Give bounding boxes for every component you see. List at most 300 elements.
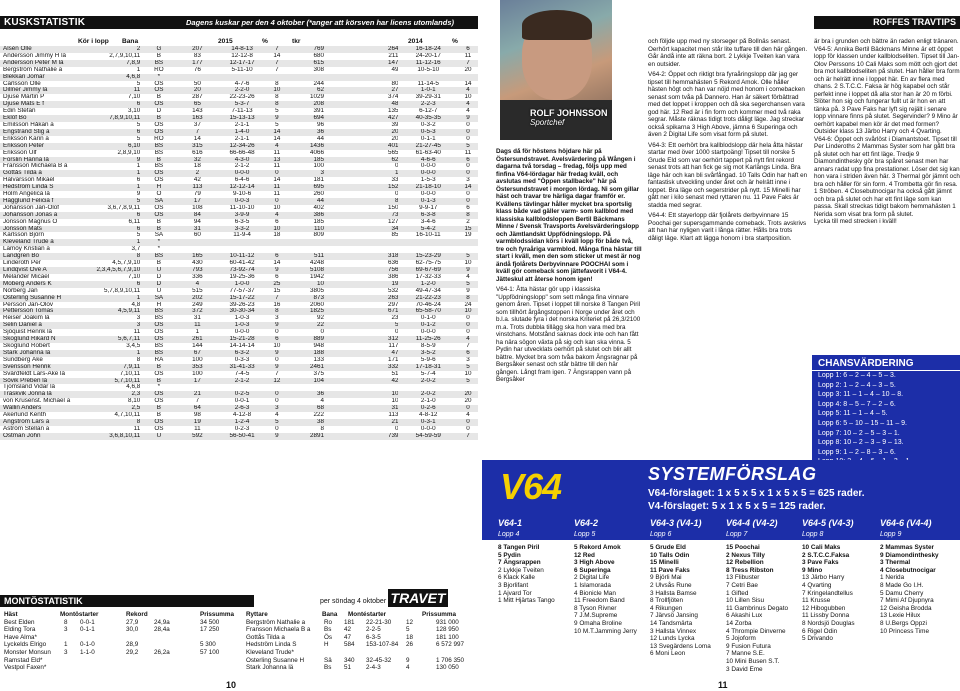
ryttare-h-bana: Bana — [322, 611, 338, 618]
selection-horse: 8 U.Bergs Oppzi — [880, 619, 927, 627]
table-cell: D — [156, 108, 162, 115]
montor-cell: 28,9 — [126, 641, 139, 649]
table-cell: * — [157, 384, 161, 391]
date-label: per söndag 4 oktober — [320, 598, 387, 605]
ryttare-cell: 584 — [344, 641, 355, 649]
table-cell: 202 — [178, 295, 218, 302]
table-cell: 147 — [324, 60, 398, 67]
table-cell: H — [140, 184, 177, 191]
table-cell — [458, 239, 478, 246]
table-cell: 0 — [275, 329, 279, 336]
selection-column — [802, 544, 855, 643]
table-row — [0, 288, 478, 295]
table-cell: 152 — [324, 184, 398, 191]
table-cell: 83 — [193, 52, 201, 59]
table-row — [0, 177, 478, 184]
table-cell: * — [157, 246, 161, 253]
table-cell: 20 — [464, 398, 472, 405]
selection-horse: 12 Geisha Brodda — [880, 604, 932, 612]
table-cell: 14 — [193, 135, 201, 142]
table-cell: 0-1-0 — [420, 315, 436, 322]
table-cell: 69-67-69 — [398, 267, 458, 274]
table-cell: 4,7,10,11 — [114, 412, 141, 419]
table-cell: Carlsson Olle — [3, 80, 41, 87]
header-percent: % — [262, 38, 268, 45]
table-cell: 1825 — [287, 308, 324, 315]
selection-horse: 6 Rigel Odin — [802, 627, 838, 635]
table-cell — [287, 246, 324, 253]
table-cell: 33 — [391, 177, 399, 184]
table-row — [0, 371, 478, 378]
table-cell: 133 — [313, 356, 324, 363]
table-row — [0, 122, 478, 129]
table-cell: 4-12-8 — [232, 412, 252, 419]
selection-horse: 6 Moni Leon — [650, 650, 686, 658]
table-cell: Jonsson Magnus O — [3, 218, 58, 225]
ryttare-cell: 12 — [406, 618, 414, 626]
v64-logo: V64 — [500, 466, 562, 507]
table-cell: 7,10 — [128, 94, 141, 101]
table-cell: 3805 — [309, 287, 324, 294]
montor-cell: Best Elden — [4, 618, 35, 626]
montor-cell: 0-0-1 — [80, 618, 95, 626]
table-cell: 11-25-26 — [398, 336, 458, 343]
table-cell: 3 — [466, 177, 470, 184]
montor-title: MONTÖSTATISTIK — [0, 595, 254, 607]
table-cell: BS — [140, 60, 177, 67]
montor-cell: 28,4a — [154, 626, 170, 634]
selection-horse: 6 Klack Kalle — [498, 574, 535, 582]
montor-h-starter: Montöstarter — [60, 611, 99, 618]
table-cell: 11 — [273, 149, 281, 156]
table-cell: Lindqvist Ove A — [0, 267, 91, 274]
table-cell — [398, 239, 458, 246]
table-cell: 9 — [458, 115, 478, 122]
montor-row — [4, 626, 240, 634]
ryttare-cell: 181 — [344, 618, 355, 626]
selection-horse: 5 Grude Eld — [650, 544, 686, 551]
table-cell: 48 — [324, 101, 398, 108]
table-cell: 1-4-0 — [217, 129, 267, 136]
selection-horse: 11 Pave Faks — [650, 566, 690, 574]
table-cell — [217, 74, 267, 81]
table-cell: 21-22-23 — [398, 295, 458, 302]
table-cell: 8 — [320, 425, 324, 432]
table-cell: 50 — [193, 80, 201, 87]
chans-line: Lopp 7: 10 – 2 – 5 – 3 – 1. — [818, 429, 900, 437]
selection-horse: 5 Jojoform — [726, 635, 756, 643]
table-row — [0, 74, 478, 81]
avdelning-name: V64-5 (V4-3) — [802, 518, 854, 528]
table-cell — [287, 384, 324, 391]
selection-horse: 10 Mini Busen S.T. — [726, 657, 780, 665]
table-cell: 7 — [458, 433, 478, 440]
table-row — [0, 274, 478, 281]
chans-line: Lopp 2: 1 – 2 – 4 – 3 – 5. — [818, 381, 896, 389]
montor-row — [4, 641, 240, 649]
selection-horse: 3 Hallsta Bamse — [650, 589, 697, 597]
ryttare-cell: 51 — [344, 664, 352, 672]
table-cell: 7,10 — [128, 273, 141, 280]
ryttare-cell: 6 572 997 — [436, 641, 465, 649]
table-cell: 2060 — [309, 301, 324, 308]
selection-horse: 10 Princess Time — [880, 627, 930, 635]
table-row — [0, 412, 478, 419]
montor-cell: 3 — [64, 648, 68, 656]
table-cell: 98 — [193, 412, 201, 419]
table-cell: 7 — [275, 370, 279, 377]
banner-title: SYSTEMFÖRSLAG — [648, 464, 817, 484]
ryttare-row — [246, 657, 478, 665]
selection-horse: 5 Drivando — [802, 635, 833, 643]
montor-section — [0, 590, 478, 691]
table-cell: 4,8 — [131, 301, 141, 308]
ryttare-cell: 1 706 350 — [436, 656, 465, 664]
table-cell: Johansson Jan-Olof — [3, 204, 60, 211]
table-cell: 7,8,9,10,11 — [91, 115, 141, 122]
table-cell: 9 — [91, 157, 141, 164]
table-cell: 427 — [324, 115, 398, 122]
chans-line: Lopp 3: 11 – 1 – 4 – 10 – 8. — [818, 391, 904, 399]
table-cell: 2,8,9,10 — [117, 149, 141, 156]
selection-horse: 7 Järvsö Jansing — [650, 612, 698, 620]
table-cell: 3 — [466, 356, 470, 363]
selection-horse: 3 Bjorlifant — [498, 581, 529, 589]
table-row — [0, 129, 478, 136]
table-cell: ÖS — [154, 425, 164, 432]
table-cell: 51 — [391, 370, 399, 377]
table-cell — [324, 74, 398, 81]
table-cell — [217, 239, 267, 246]
table-cell: 2-1-2 — [234, 163, 250, 170]
table-cell: Pettersson Tomas — [0, 308, 91, 315]
selection-horse: 11 Krusse — [802, 597, 831, 605]
table-row — [0, 53, 478, 60]
table-cell: ÖS — [140, 101, 177, 108]
selection-horse: 1 Nerida — [880, 574, 905, 582]
table-cell: 21-18-10 — [398, 184, 458, 191]
table-cell: 10 — [267, 226, 287, 233]
ryttare-table-header — [246, 611, 478, 619]
table-cell: 2-0-2 — [398, 391, 458, 398]
table-cell: Sundberg Åke — [3, 356, 43, 363]
table-cell: B — [156, 412, 161, 419]
selection-horse: 3 David Eme — [726, 665, 763, 673]
table-cell — [178, 384, 218, 391]
table-cell: 6-12-7 — [419, 108, 438, 115]
table-cell: 23 — [391, 315, 399, 322]
table-row — [0, 205, 478, 212]
table-cell: B — [140, 364, 177, 371]
table-cell: 680 — [313, 52, 324, 59]
table-cell: 22-23-26 — [229, 94, 255, 101]
table-cell: 0-1-1 — [420, 135, 436, 142]
montor-cell: Vestpol Faxen* — [4, 664, 47, 672]
table-cell: Lamöy Kristian a — [3, 246, 50, 253]
table-cell: 24-20-17 — [415, 52, 441, 59]
table-cell: 9 — [267, 322, 287, 329]
table-cell: 7 — [267, 295, 287, 302]
table-cell: 0-5-3 — [398, 129, 458, 136]
table-cell: 18 — [273, 232, 281, 239]
table-cell: 2-2-0 — [217, 87, 267, 94]
selection-horse: 7 J.M.Supreme — [574, 612, 618, 620]
table-cell: 54-59-59 — [398, 433, 458, 440]
table-cell: 12-17-17 — [217, 60, 267, 67]
page-number-left: 10 — [226, 680, 237, 690]
ryttare-cell: 931 000 — [436, 618, 459, 626]
table-cell — [267, 384, 287, 391]
table-cell: 6 — [458, 157, 478, 164]
table-cell: 17-18-31 — [398, 364, 458, 371]
table-cell: 1 — [91, 239, 141, 246]
table-cell: 7,8,9 — [91, 60, 141, 67]
ryttare-cell: H — [324, 641, 329, 649]
table-row — [0, 150, 478, 157]
montor-cell: 1 — [64, 641, 68, 649]
selection-horse: 5 Pydin — [498, 551, 521, 559]
table-cell: 5 — [275, 108, 279, 115]
table-cell: 261 — [178, 336, 218, 343]
ryttare-cell: 181 100 — [436, 633, 459, 641]
table-cell: 0-0-0 — [420, 163, 436, 170]
table-cell: B — [156, 218, 161, 225]
selection-horse: 5 Damu Cherry — [880, 589, 924, 597]
table-cell: Djuse Martin P — [3, 94, 45, 101]
table-cell: 401 — [324, 143, 398, 150]
ryttare-row — [246, 664, 478, 672]
table-cell: 10 — [464, 260, 472, 267]
ryttare-cell: 9 — [406, 656, 410, 664]
ryttare-cell: Bs — [324, 664, 332, 672]
table-cell: 8 — [458, 212, 478, 219]
table-cell: 263 — [324, 295, 398, 302]
table-cell: Hägglund Felicia f — [0, 198, 91, 205]
table-cell: 36 — [287, 391, 324, 398]
table-cell: 6 — [466, 204, 470, 211]
table-row — [0, 398, 478, 405]
table-cell — [267, 74, 287, 81]
table-cell: 96 — [316, 121, 324, 128]
table-cell: 0 — [458, 170, 478, 177]
table-cell: 391 — [313, 108, 324, 115]
table-cell: 25 — [267, 281, 287, 288]
table-cell — [267, 246, 287, 253]
ryttare-cell: Ro — [324, 618, 333, 626]
table-cell: 84 — [178, 212, 218, 219]
table-cell: Fransson Michaela B a — [3, 163, 68, 170]
selection-horse: 13 Järbo Harry — [802, 574, 845, 582]
header-bana: Bana — [122, 38, 139, 45]
table-row — [0, 302, 478, 309]
table-cell: 9 — [267, 115, 287, 122]
table-cell: 0-3-1 — [398, 419, 458, 426]
middle-column — [648, 38, 808, 458]
avdelning-header — [880, 518, 932, 540]
table-cell: 14 — [273, 177, 281, 184]
table-cell: H — [156, 301, 162, 308]
table-cell: Gottås Tilda a — [0, 170, 91, 177]
table-cell: 3,4,5 — [126, 342, 141, 349]
table-cell: 10 — [391, 398, 399, 405]
selection-horse: 11 Lissby Donna — [802, 612, 850, 620]
ryttare-h-starter: Montéstarter — [348, 611, 387, 618]
avdelning-name: V64-6 (V4-4) — [880, 518, 932, 528]
table-cell: 73 — [324, 212, 398, 219]
table-cell: 0-0-0 — [420, 191, 436, 198]
table-row — [0, 81, 478, 88]
avdelning-header — [726, 518, 778, 540]
table-cell: Edin Stefan — [3, 108, 36, 115]
author-photo — [500, 0, 612, 140]
table-cell: RO — [154, 66, 164, 73]
table-cell: 68 — [287, 405, 324, 412]
table-cell: 0-0-0 — [217, 170, 267, 177]
selection-horse: 12 Red — [574, 551, 595, 559]
table-cell: 15 — [273, 287, 281, 294]
table-row — [0, 108, 478, 115]
table-cell: 6 — [136, 177, 141, 184]
table-cell — [287, 74, 324, 81]
table-cell: Skoglund Robert — [3, 342, 50, 349]
table-cell: BS — [154, 315, 164, 322]
table-cell: 17 — [178, 198, 218, 205]
table-cell — [398, 384, 458, 391]
table-cell: 5108 — [287, 267, 324, 274]
selection-horse: 9 Diamondinthesky — [880, 551, 939, 559]
table-cell: 20 — [324, 129, 398, 136]
table-cell: 9 — [267, 364, 287, 371]
table-cell: 8 — [324, 198, 398, 205]
table-cell: 6-3-8 — [398, 212, 458, 219]
table-cell: 6 — [267, 253, 287, 260]
table-cell: 20 — [178, 87, 218, 94]
table-cell: ÖS — [140, 391, 177, 398]
table-cell: 42 — [193, 177, 201, 184]
driver-stats-table — [0, 46, 478, 440]
ryttare-cell: Stark Johanna lä — [246, 664, 294, 672]
table-cell: ÖS — [140, 212, 177, 219]
table-cell: ÖS — [140, 336, 177, 343]
table-cell: 2,5 — [91, 405, 141, 412]
table-cell: 0-3-3 — [234, 356, 250, 363]
table-cell: 1436 — [287, 143, 324, 150]
selection-horse: 4 Thrompie Dinverne — [726, 627, 786, 635]
table-cell: 260 — [313, 191, 324, 198]
table-cell: 5 — [324, 322, 398, 329]
table-cell: 948 — [313, 342, 324, 349]
table-cell: 11 — [464, 52, 472, 59]
table-cell: 12-12-8 — [231, 52, 253, 59]
table-cell: 10 — [287, 281, 324, 288]
table-cell: 6 — [458, 46, 478, 53]
table-cell: Jonsson Mats — [0, 226, 91, 233]
table-cell: 2-0-2 — [398, 378, 458, 385]
table-cell: 3 — [275, 315, 279, 322]
table-cell: 14 — [267, 129, 287, 136]
table-cell: 11 — [267, 184, 287, 191]
chans-line: Lopp 6: 5 – 10 – 15 – 11 – 9. — [818, 419, 908, 427]
table-cell: 20 — [391, 135, 399, 142]
table-cell: 430 — [192, 260, 203, 267]
ryttare-row — [246, 641, 478, 649]
table-cell: 402 — [313, 204, 324, 211]
table-cell: 5 — [458, 281, 478, 288]
table-cell: BS — [154, 163, 164, 170]
table-cell — [217, 384, 267, 391]
table-row — [0, 357, 478, 364]
table-cell: ÖS — [154, 329, 164, 336]
montor-h-prissumma: Prissumma — [200, 611, 234, 618]
table-cell: 1029 — [309, 94, 324, 101]
table-cell: 27 — [324, 87, 398, 94]
table-cell: 2461 — [287, 364, 324, 371]
table-cell: U — [156, 287, 162, 294]
header-2015: 2015 — [218, 38, 233, 45]
table-cell: 80 — [391, 80, 399, 87]
table-cell: ÖS — [154, 177, 164, 184]
montor-h-rekord: Rekord — [126, 611, 148, 618]
table-cell — [267, 239, 287, 246]
table-cell: U — [140, 433, 177, 440]
table-cell: BS — [140, 253, 177, 260]
table-cell: G — [140, 46, 177, 53]
table-cell: 8 — [275, 80, 279, 87]
table-cell: Holm Angelica lä — [3, 191, 50, 198]
table-cell: 4 — [458, 101, 478, 108]
table-cell: 312 — [324, 336, 398, 343]
table-cell: 6 — [91, 226, 141, 233]
ryttare-cell: 2-2-5 — [366, 626, 381, 634]
table-cell: 3 — [91, 322, 141, 329]
table-cell: 0 — [458, 322, 478, 329]
table-row — [0, 226, 478, 233]
table-cell: 0 — [267, 170, 287, 177]
table-row — [0, 232, 478, 239]
table-cell: Andersson Jimmy H lä — [3, 52, 66, 59]
selection-horse: 4 Rikungen — [650, 604, 683, 612]
table-cell: 65 — [178, 101, 218, 108]
table-cell: SÄ — [154, 232, 164, 239]
montor-cell: 27,9 — [126, 618, 139, 626]
table-cell: 0-1-2 — [398, 322, 458, 329]
table-cell: 372 — [178, 308, 218, 315]
selection-column — [726, 544, 788, 673]
table-cell: Engstrand Stig a — [0, 129, 91, 136]
table-cell: 31 — [193, 315, 201, 322]
table-row — [0, 322, 478, 329]
table-cell: 14 — [273, 52, 281, 59]
kuskstatistik-header — [0, 16, 478, 29]
table-cell: ÖS — [154, 370, 164, 377]
table-cell: 7 — [267, 60, 287, 67]
table-cell: 0 — [466, 191, 470, 198]
table-cell: 0-1-3 — [398, 198, 458, 205]
table-cell: 374 — [387, 94, 399, 101]
montor-table — [4, 611, 240, 672]
table-cell: 11 — [133, 425, 141, 432]
table-cell: 0 — [458, 419, 478, 426]
table-cell — [324, 239, 398, 246]
table-cell: 0 — [275, 425, 279, 432]
selection-horse: 11 Gambrinus Degato — [726, 604, 789, 612]
table-row — [0, 239, 478, 246]
table-cell: Emilsson Håkan a — [3, 121, 54, 128]
table-cell: 7 — [267, 46, 287, 53]
selection-horse: 9 Mino — [802, 566, 823, 574]
selection-horse: 9 Fusion Futura — [726, 642, 771, 650]
avdelning-header — [802, 518, 854, 540]
